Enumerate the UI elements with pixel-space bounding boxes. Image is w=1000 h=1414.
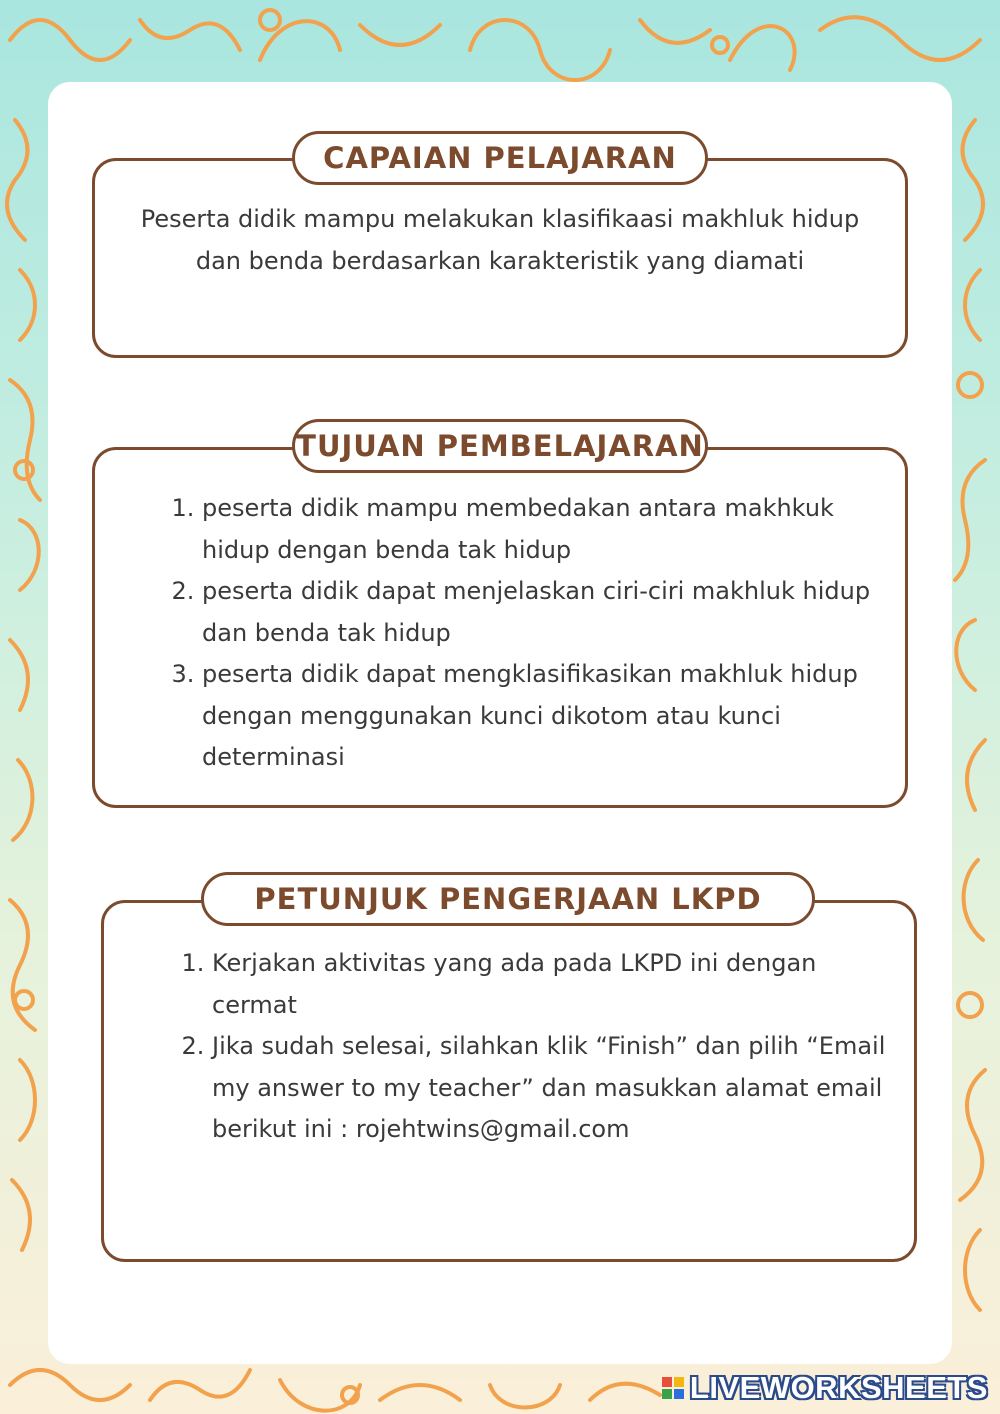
list-item: 2. Jika sudah selesai, silahkan klik “Finish” dan pilih “Email my answer to my teacher” dan masukkan alamat email berikut ini : rojehtwins@gmail.com bbox=[212, 1026, 902, 1151]
liveworksheets-watermark bbox=[662, 1370, 988, 1406]
list-item: 1. peserta didik mampu membedakan antara makhkuk hidup dengan benda tak hidup bbox=[202, 488, 902, 571]
tujuan-list bbox=[172, 488, 902, 779]
list-item: 1. Kerjakan aktivitas yang ada pada LKPD ini dengan cermat bbox=[212, 943, 902, 1026]
list-item: 3. peserta didik dapat mengklasifikasikan makhluk hidup dengan menggunakan kunci dikotom atau kunci determinasi bbox=[202, 654, 902, 779]
petunjuk-list bbox=[182, 943, 902, 1151]
watermark-text: LIVEWORKSHEETS bbox=[689, 1370, 988, 1405]
list-item: 2. peserta didik dapat menjelaskan ciri-ciri makhluk hidup dan benda tak hidup bbox=[202, 571, 902, 654]
petunjuk-title: PETUNJUK PENGERJAAN LKPD bbox=[201, 872, 815, 926]
capaian-text: Peserta didik mampu melakukan klasifikaasi makhluk hidup dan benda berdasarkan karakteristik yang diamati bbox=[140, 205, 860, 275]
tujuan-title: TUJUAN PEMBELAJARAN bbox=[292, 419, 708, 473]
capaian-title: CAPAIAN PELAJARAN bbox=[292, 131, 708, 185]
liveworksheets-logo-icon bbox=[662, 1377, 684, 1399]
